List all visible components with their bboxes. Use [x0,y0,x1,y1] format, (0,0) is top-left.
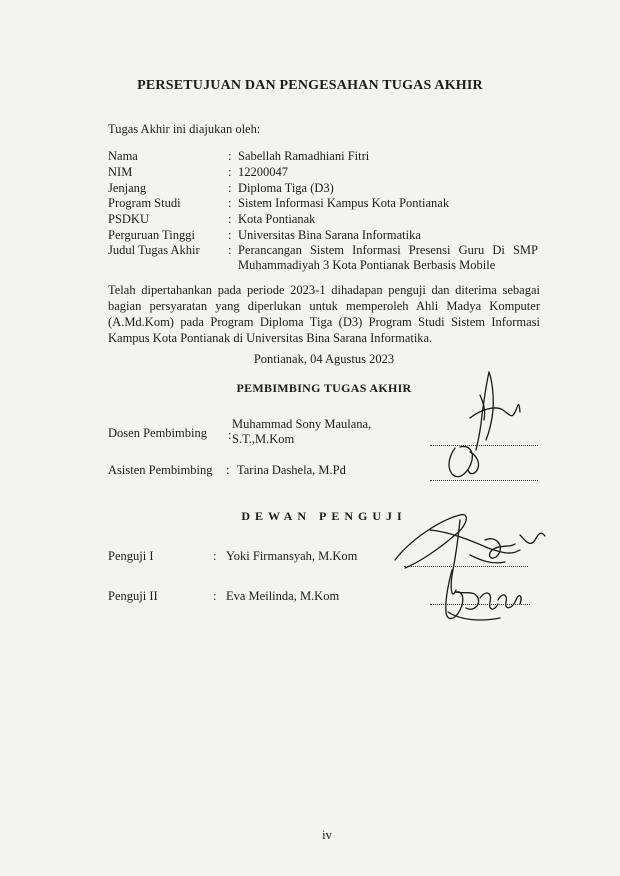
label-penguji-2: Penguji II [108,589,158,603]
value-perguruan-tinggi: Universitas Bina Sarana Informatika [238,228,421,242]
colon: : [228,196,232,210]
colon: : [226,463,230,477]
signature-penguji-1 [395,515,545,594]
value-nama: Sabellah Ramadhiani Fitri [238,149,370,163]
label-penguji-1: Penguji I [108,549,154,563]
label-psdku: PSDKU [108,212,149,226]
label-asisten-pembimbing: Asisten Pembimbing [108,463,213,477]
colon: : [213,589,217,603]
colon: : [213,549,217,563]
colon: : [228,228,232,242]
label-jenjang: Jenjang [108,181,147,195]
paragraph-line: Kampus Kota Pontianak di Universitas Bina Sarana Informatika. [108,331,433,345]
asisten-name: Tarina Dashela, M.Pd [237,463,346,477]
pembimbing-heading: PEMBIMBING TUGAS AKHIR [236,381,412,395]
colon: : [228,149,232,163]
colon: : [228,212,232,226]
paragraph-line: Telah dipertahankan pada periode 2023-1 dihadapan penguji dan diterima sebagai [108,283,540,297]
value-nim: 12200047 [238,165,288,179]
colon: : [228,428,232,442]
label-nama: Nama [108,149,138,163]
label-perguruan-tinggi: Perguruan Tinggi [108,228,195,242]
paragraph-line: bagian persyaratan yang diperlukan untuk memperoleh Ahli Madya Komputer [108,299,540,313]
colon: : [228,165,232,179]
signature-penguji-2 [446,570,521,620]
colon: : [228,181,232,195]
value-program-studi: Sistem Informasi Kampus Kota Pontianak [238,196,450,210]
place-date: Pontianak, 04 Agustus 2023 [253,352,395,366]
value-judul-line1: Perancangan Sistem Informasi Presensi Guru Di SMP [238,243,538,257]
value-psdku: Kota Pontianak [238,212,316,226]
dosen-name-line1: Muhammad Sony Maulana, [232,417,372,431]
colon: : [228,243,232,257]
label-nim: NIM [108,165,133,179]
label-program-studi: Program Studi [108,196,181,210]
value-jenjang: Diploma Tiga (D3) [238,181,334,195]
dosen-name-line2: S.T.,M.Kom [232,432,295,446]
label-dosen-pembimbing: Dosen Pembimbing [108,426,207,440]
value-judul-line2: Muhammadiyah 3 Kota Pontianak Berbasis Mobile [238,258,496,272]
penguji-2-name: Eva Meilinda, M.Kom [226,589,340,603]
label-judul: Judul Tugas Akhir [108,243,200,257]
penguji-heading: DEWAN PENGUJI [241,509,407,523]
intro-text: Tugas Akhir ini diajukan oleh: [108,122,261,136]
page-number: iv [322,828,332,842]
paragraph-line: (A.Md.Kom) pada Program Diploma Tiga (D3) Program Studi Sistem Informasi [108,315,540,329]
signature-dosen [449,372,520,477]
page-title: PERSETUJUAN DAN PENGESAHAN TUGAS AKHIR [137,78,483,93]
penguji-1-name: Yoki Firmansyah, M.Kom [226,549,358,563]
